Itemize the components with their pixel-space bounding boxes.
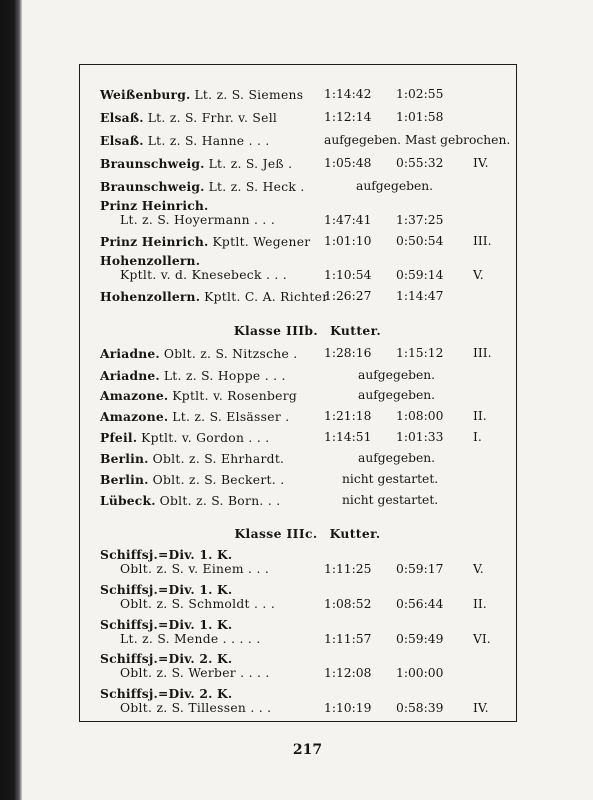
corrected-time: 0:50:54 bbox=[396, 234, 444, 248]
result-row bbox=[100, 472, 520, 488]
result-row bbox=[100, 651, 520, 681]
elapsed-time: 1:28:16 bbox=[324, 346, 372, 360]
crew-name: Lt. z. S. Hoppe . . . bbox=[163, 369, 286, 383]
ship-name: Amazone. bbox=[100, 388, 169, 403]
status-note: aufgegeben. bbox=[358, 451, 436, 465]
class-title: Klasse IIIb. bbox=[233, 323, 319, 338]
ship-name: Schiffsj.=Div. 1. K. bbox=[100, 547, 233, 562]
status-note: aufgegeben. Mast gebrochen. bbox=[324, 133, 511, 147]
section-heading bbox=[22, 526, 593, 541]
crew-name: Oblt. z. S. Schmoldt . . . bbox=[120, 597, 276, 611]
result-row bbox=[100, 110, 520, 126]
result-row bbox=[100, 547, 520, 577]
ship-name: Amazone. bbox=[100, 409, 169, 424]
result-row bbox=[100, 253, 520, 283]
crew-name: Oblt. z. S. Born. . . bbox=[159, 494, 281, 508]
placement: III. bbox=[473, 346, 492, 360]
corrected-time: 1:14:47 bbox=[396, 289, 444, 303]
ship-name: Pfeil. bbox=[100, 430, 138, 445]
result-row bbox=[100, 234, 520, 250]
placement: IV. bbox=[473, 701, 489, 715]
crew-name: Lt. z. S. Hanne . . . bbox=[147, 134, 270, 148]
corrected-time: 1:00:00 bbox=[396, 666, 444, 680]
ship-name: Schiffsj.=Div. 2. K. bbox=[100, 651, 233, 666]
ship-name: Braunschweig. bbox=[100, 179, 205, 194]
result-row bbox=[100, 156, 520, 172]
ship-name: Ariadne. bbox=[100, 368, 160, 383]
result-row bbox=[100, 430, 520, 446]
result-row bbox=[100, 368, 520, 384]
ship-name: Berlin. bbox=[100, 472, 149, 487]
ship-name: Schiffsj.=Div. 1. K. bbox=[100, 582, 233, 597]
corrected-time: 0:55:32 bbox=[396, 156, 444, 170]
ship-name: Hohenzollern. bbox=[100, 253, 201, 268]
result-row bbox=[100, 198, 520, 228]
elapsed-time: 1:26:27 bbox=[324, 289, 372, 303]
result-row bbox=[100, 617, 520, 647]
placement: V. bbox=[473, 562, 484, 576]
result-row bbox=[100, 179, 520, 195]
scan-binding-shadow bbox=[0, 0, 22, 800]
crew-name: Kptlt. C. A. Richter bbox=[204, 290, 329, 304]
corrected-time: 0:58:39 bbox=[396, 701, 444, 715]
corrected-time: 1:37:25 bbox=[396, 213, 444, 227]
corrected-time: 1:08:00 bbox=[396, 409, 444, 423]
crew-name: Lt. z. S. Mende . . . . . bbox=[120, 632, 261, 646]
section-heading bbox=[22, 323, 593, 338]
elapsed-time: 1:12:14 bbox=[324, 110, 372, 124]
corrected-time: 0:56:44 bbox=[396, 597, 444, 611]
result-row bbox=[100, 346, 520, 362]
placement: II. bbox=[473, 597, 487, 611]
placement: III. bbox=[473, 234, 492, 248]
crew-name: Kptlt. v. Rosenberg bbox=[172, 389, 298, 403]
status-note: nicht gestartet. bbox=[342, 472, 439, 486]
ship-name: Ariadne. bbox=[100, 346, 160, 361]
crew-name: Oblt. z. S. Nitzsche . bbox=[163, 347, 298, 361]
crew-name: Kptlt. v. Gordon . . . bbox=[141, 431, 270, 445]
elapsed-time: 1:14:42 bbox=[324, 87, 372, 101]
elapsed-time: 1:11:25 bbox=[324, 562, 372, 576]
crew-name: Kptlt. Wegener bbox=[212, 235, 311, 249]
crew-name: Oblt. z. S. v. Einem . . . bbox=[120, 562, 270, 576]
elapsed-time: 1:08:52 bbox=[324, 597, 372, 611]
crew-name: Lt. z. S. Elsässer . bbox=[172, 410, 290, 424]
elapsed-time: 1:05:48 bbox=[324, 156, 372, 170]
elapsed-time: 1:10:54 bbox=[324, 268, 372, 282]
ship-name: Elsaß. bbox=[100, 133, 144, 148]
crew-name: Oblt. z. S. Ehrhardt. bbox=[152, 452, 285, 466]
boat-type: Kutter. bbox=[330, 323, 382, 338]
elapsed-time: 1:14:51 bbox=[324, 430, 372, 444]
elapsed-time: 1:21:18 bbox=[324, 409, 372, 423]
crew-name: Lt. z. S. Frhr. v. Sell bbox=[147, 111, 278, 125]
ship-name: Schiffsj.=Div. 1. K. bbox=[100, 617, 233, 632]
elapsed-time: 1:01:10 bbox=[324, 234, 372, 248]
result-row bbox=[100, 133, 520, 149]
result-row bbox=[100, 451, 520, 467]
ship-name: Prinz Heinrich. bbox=[100, 198, 209, 213]
ship-name: Schiffsj.=Div. 2. K. bbox=[100, 686, 233, 701]
placement: VI. bbox=[473, 632, 491, 646]
ship-name: Berlin. bbox=[100, 451, 149, 466]
crew-name: Oblt. z. S. Werber . . . . bbox=[120, 666, 270, 680]
ship-name: Elsaß. bbox=[100, 110, 144, 125]
ship-name: Prinz Heinrich. bbox=[100, 234, 209, 249]
result-row bbox=[100, 582, 520, 612]
elapsed-time: 1:47:41 bbox=[324, 213, 372, 227]
status-note: aufgegeben. bbox=[358, 368, 436, 382]
result-row bbox=[100, 686, 520, 716]
placement: II. bbox=[473, 409, 487, 423]
boat-type: Kutter. bbox=[329, 526, 381, 541]
page-number: 217 bbox=[292, 742, 323, 758]
corrected-time: 0:59:17 bbox=[396, 562, 444, 576]
corrected-time: 1:02:55 bbox=[396, 87, 444, 101]
crew-name: Oblt. z. S. Beckert. . bbox=[152, 473, 285, 487]
crew-name: Lt. z. S. Heck . bbox=[208, 180, 305, 194]
result-row bbox=[100, 87, 520, 103]
result-row bbox=[100, 493, 520, 509]
crew-name: Lt. z. S. Jeß . bbox=[208, 157, 293, 171]
crew-name: Lt. z. S. Siemens bbox=[194, 88, 304, 102]
status-note: aufgegeben. bbox=[358, 388, 436, 402]
ship-name: Braunschweig. bbox=[100, 156, 205, 171]
ship-name: Hohenzollern. bbox=[100, 289, 201, 304]
ship-name: Weißenburg. bbox=[100, 87, 191, 102]
corrected-time: 1:15:12 bbox=[396, 346, 444, 360]
crew-name: Lt. z. S. Hoyermann . . . bbox=[120, 213, 276, 227]
corrected-time: 0:59:14 bbox=[396, 268, 444, 282]
elapsed-time: 1:12:08 bbox=[324, 666, 372, 680]
placement: V. bbox=[473, 268, 484, 282]
elapsed-time: 1:11:57 bbox=[324, 632, 372, 646]
crew-name: Kptlt. v. d. Knesebeck . . . bbox=[120, 268, 287, 282]
status-note: nicht gestartet. bbox=[342, 493, 439, 507]
result-row bbox=[100, 289, 520, 305]
corrected-time: 1:01:33 bbox=[396, 430, 444, 444]
book-page bbox=[22, 0, 593, 800]
ship-name: Lübeck. bbox=[100, 493, 156, 508]
class-title: Klasse IIIc. bbox=[234, 526, 318, 541]
crew-name: Oblt. z. S. Tillessen . . . bbox=[120, 701, 272, 715]
corrected-time: 0:59:49 bbox=[396, 632, 444, 646]
result-row bbox=[100, 388, 520, 404]
status-note: aufgegeben. bbox=[356, 179, 434, 193]
result-row bbox=[100, 409, 520, 425]
placement: I. bbox=[473, 430, 482, 444]
placement: IV. bbox=[473, 156, 489, 170]
elapsed-time: 1:10:19 bbox=[324, 701, 372, 715]
corrected-time: 1:01:58 bbox=[396, 110, 444, 124]
